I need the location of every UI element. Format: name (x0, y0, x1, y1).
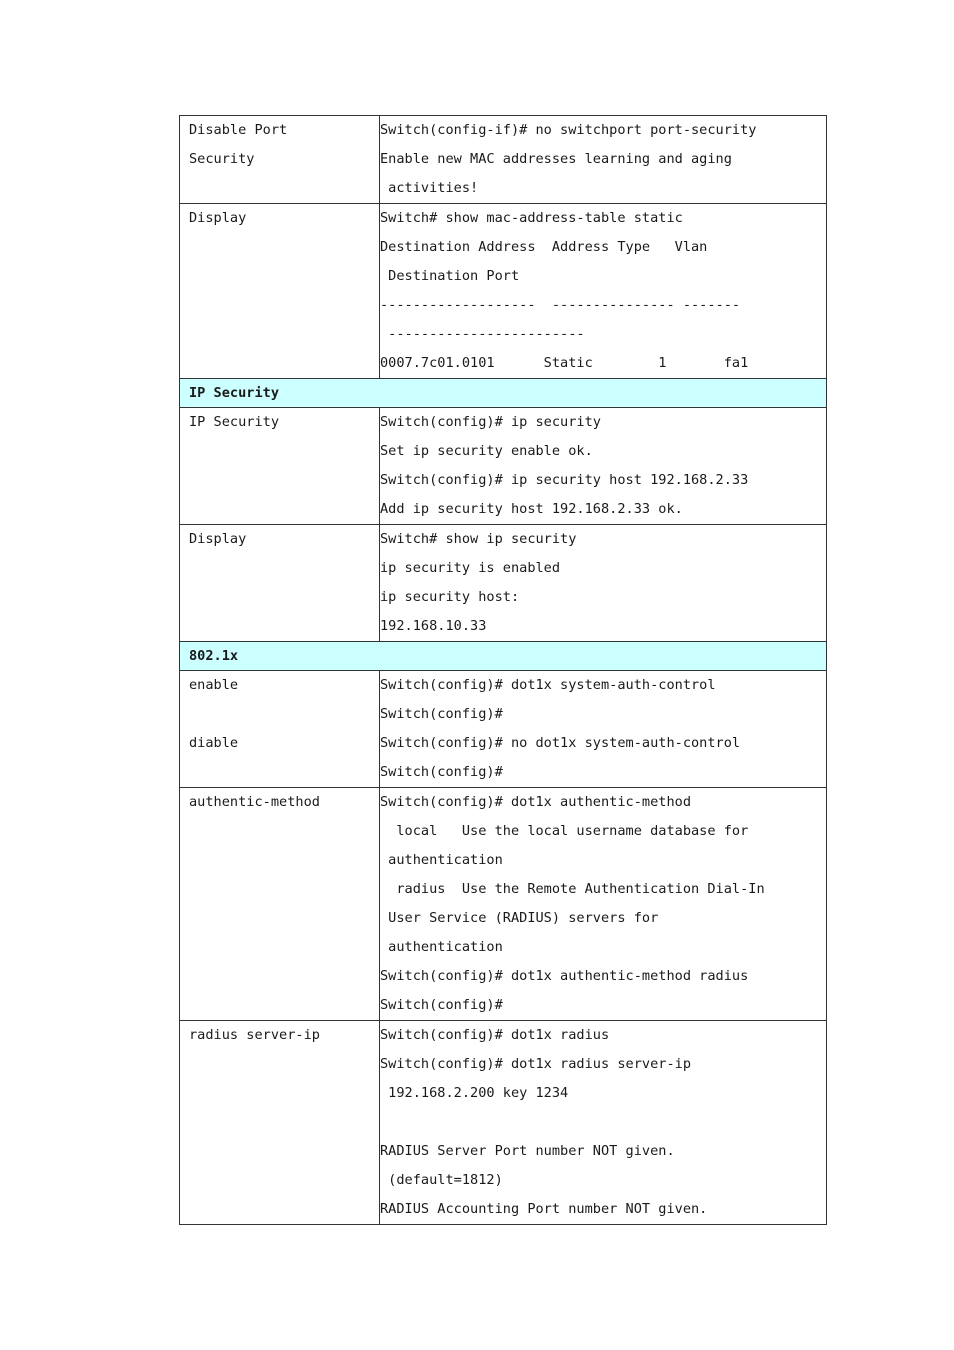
feature-label: Display (189, 210, 247, 226)
feature-label-cell (180, 525, 380, 642)
command-cell (380, 204, 827, 379)
command-line: (default=1812) (380, 1172, 503, 1188)
feature-label-cell (180, 116, 380, 204)
command-row (180, 525, 827, 642)
command-line: Switch(config)# ip security (380, 414, 601, 430)
feature-label-cell (180, 788, 380, 1021)
command-line: Switch(config)# dot1x radius server-ip (380, 1056, 691, 1072)
command-line: radius Use the Remote Authentication Dial-In (380, 881, 765, 897)
command-row (180, 671, 827, 788)
command-line: Switch# show ip security (380, 531, 577, 547)
command-row (180, 116, 827, 204)
feature-label-cell (180, 1021, 380, 1225)
command-line: RADIUS Server Port number NOT given. (380, 1143, 675, 1159)
command-line: activities! (380, 180, 479, 196)
command-line: RADIUS Accounting Port number NOT given. (380, 1201, 708, 1217)
command-line: Switch(config-if)# no switchport port-security (380, 122, 757, 138)
feature-label: diable (189, 735, 239, 751)
command-line: Set ip security enable ok. (380, 443, 593, 459)
command-line: Destination Port (380, 268, 520, 284)
feature-label-cell (180, 408, 380, 525)
command-line: authentication (380, 939, 503, 955)
command-line: User Service (RADIUS) servers for (380, 910, 659, 926)
feature-label (189, 700, 379, 729)
command-line: Enable new MAC addresses learning and aging (380, 151, 732, 167)
command-line: Destination Address Address Type Vlan (380, 239, 708, 255)
command-line: 0007.7c01.0101 Static 1 fa1 (380, 355, 749, 371)
feature-label: Security (189, 151, 255, 167)
command-line: 192.168.2.200 key 1234 (380, 1085, 569, 1101)
command-line: ------------------- --------------- ------- (380, 297, 741, 313)
command-line: Switch(config)# no dot1x system-auth-control (380, 735, 741, 751)
command-line: ------------------------ (380, 326, 585, 342)
command-row (180, 408, 827, 525)
command-row (180, 204, 827, 379)
section-title: 802.1x (189, 648, 239, 664)
command-line: local Use the local username database for (380, 823, 749, 839)
feature-label: authentic-method (189, 794, 320, 810)
command-reference-table (179, 115, 827, 1225)
section-title-cell (180, 379, 827, 408)
feature-label-cell (180, 204, 380, 379)
command-line: authentication (380, 852, 503, 868)
section-header-row (180, 642, 827, 671)
command-cell (380, 116, 827, 204)
command-row (180, 788, 827, 1021)
command-line: Switch(config)# (380, 764, 503, 780)
command-line: ip security is enabled (380, 560, 561, 576)
command-line: 192.168.10.33 (380, 618, 487, 634)
command-line: Switch# show mac-address-table static (380, 210, 683, 226)
command-line: Switch(config)# ip security host 192.168.2.33 (380, 472, 749, 488)
command-line: Switch(config)# (380, 997, 503, 1013)
command-line: Switch(config)# dot1x system-auth-control (380, 677, 716, 693)
command-line: Add ip security host 192.168.2.33 ok. (380, 501, 683, 517)
command-line: Switch(config)# dot1x authentic-method (380, 794, 691, 810)
command-cell (380, 788, 827, 1021)
command-cell (380, 408, 827, 525)
command-line: Switch(config)# dot1x authentic-method radius (380, 968, 749, 984)
feature-label-cell (180, 671, 380, 788)
section-header-row (180, 379, 827, 408)
feature-label: Disable Port (189, 122, 288, 138)
command-cell (380, 671, 827, 788)
feature-label: IP Security (189, 414, 280, 430)
feature-label: enable (189, 677, 239, 693)
feature-label: radius server-ip (189, 1027, 320, 1043)
command-line (380, 1108, 826, 1137)
command-line: Switch(config)# (380, 706, 503, 722)
command-row (180, 1021, 827, 1225)
section-title-cell (180, 642, 827, 671)
command-line: Switch(config)# dot1x radius (380, 1027, 610, 1043)
section-title: IP Security (189, 385, 280, 401)
table-body (180, 116, 827, 1225)
command-line: ip security host: (380, 589, 520, 605)
command-cell (380, 1021, 827, 1225)
command-cell (380, 525, 827, 642)
feature-label: Display (189, 531, 247, 547)
